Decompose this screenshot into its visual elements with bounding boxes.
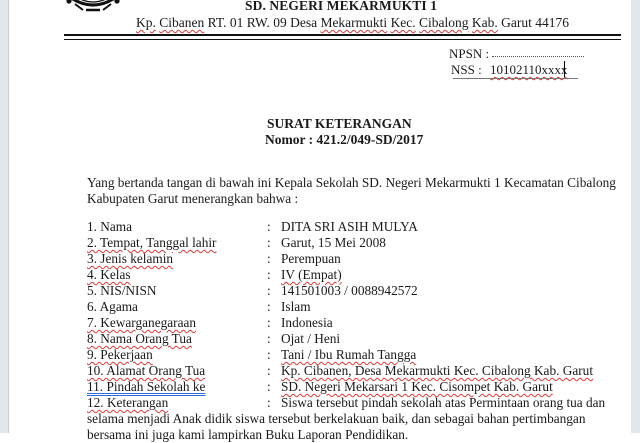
npsn-dotted-line xyxy=(492,56,584,57)
field-row xyxy=(87,315,627,331)
field-colon: : xyxy=(267,219,271,234)
field-label: 4. Kelas xyxy=(87,267,131,282)
field-colon: : xyxy=(267,299,271,314)
school-logo-icon xyxy=(53,0,133,26)
field-row xyxy=(87,379,627,395)
field-colon: : xyxy=(267,283,271,298)
field-colon: : xyxy=(267,331,271,346)
field-row xyxy=(87,251,627,267)
field-row xyxy=(87,347,627,363)
nss-label: NSS : xyxy=(451,62,482,77)
field-row xyxy=(87,267,627,283)
field-value: Tani / Ibu Rumah Tangga xyxy=(281,347,417,362)
field-value: SD. Negeri Mekarsari 1 Kec. Cisompet Kab. Garut xyxy=(281,379,553,394)
field-colon: : xyxy=(267,363,271,378)
field-row xyxy=(87,331,627,347)
letterhead-rule-thin xyxy=(64,39,621,40)
field-value: Islam xyxy=(281,299,311,314)
field-label: 1. Nama xyxy=(87,219,133,234)
field-label: 11. Pindah Sekolah ke xyxy=(87,379,206,394)
field-colon: : xyxy=(267,347,271,362)
field-value: Siswa tersebut pindah sekolah atas Permintaan orang tua dan xyxy=(281,395,606,410)
field-value: Garut, 15 Mei 2008 xyxy=(281,235,386,250)
field-value: 141501003 / 0088942572 xyxy=(281,283,418,298)
field-colon: : xyxy=(267,251,271,266)
field-row xyxy=(87,219,627,235)
left-scroll-gutter xyxy=(0,0,9,433)
field-value: Ojat / Heni xyxy=(281,331,341,346)
field-value: IV (Empat) xyxy=(281,267,342,282)
field-label: 9. Pekerjaan xyxy=(87,347,153,362)
field-row xyxy=(87,363,627,379)
right-scroll-gutter[interactable] xyxy=(630,0,640,433)
intro-line-2: Kabupaten Garut menerangkan bahwa : xyxy=(87,191,299,206)
text-cursor xyxy=(564,61,565,77)
field-row xyxy=(87,299,627,315)
field-colon: : xyxy=(267,267,271,282)
field-row xyxy=(87,395,627,411)
intro-line-1: Yang bertanda tangan di bawah ini Kepala Sekolah SD. Negeri Mekarmukti 1 Kecamatan Cibalong xyxy=(87,175,616,190)
field-label: 10. Alamat Orang Tua xyxy=(87,363,206,378)
letter-number: Nomor : 421.2/049-SD/2017 xyxy=(265,132,424,147)
field-label: 7. Kewarganegaraan xyxy=(87,315,197,330)
field-label: 2. Tempat, Tanggal lahir xyxy=(87,235,217,250)
field-value: Indonesia xyxy=(281,315,333,330)
remark-line-3: bersama ini juga kami lampirkan Buku Laporan Pendidikan. xyxy=(87,427,409,442)
nss-value: 10102110xxxx xyxy=(490,62,568,77)
letter-title: SURAT KETERANGAN xyxy=(267,116,412,131)
field-value: DITA SRI ASIH MULYA xyxy=(281,219,418,234)
school-name: SD. NEGERI MEKARMUKTI 1 xyxy=(245,0,438,13)
npsn-label: NPSN : xyxy=(449,46,490,61)
field-label: 6. Agama xyxy=(87,299,138,314)
field-colon: : xyxy=(267,235,271,250)
field-label: 5. NIS/NISN xyxy=(87,283,157,298)
field-colon: : xyxy=(267,379,271,394)
school-address: Kp. Cibanen RT. 01 RW. 09 Desa Mekarmukti Kec. Cibalong Kab. Garut 44176 xyxy=(136,15,570,30)
nss-underline xyxy=(453,78,578,79)
field-colon: : xyxy=(267,315,271,330)
field-label: 3. Jenis kelamin xyxy=(87,251,174,266)
field-row xyxy=(87,235,627,251)
document-page[interactable] xyxy=(9,0,631,442)
field-colon: : xyxy=(267,395,271,410)
field-label: 8. Nama Orang Tua xyxy=(87,331,192,346)
letterhead-rule-thick xyxy=(64,34,621,36)
field-label: 12. Keterangan xyxy=(87,395,169,410)
field-value: Perempuan xyxy=(281,251,341,266)
field-value: Kp. Cibanen, Desa Mekarmukti Kec. Cibalong Kab. Garut xyxy=(281,363,594,378)
field-row xyxy=(87,283,627,299)
remark-line-2: selama menjadi Anak didik siswa tersebut berkelakuan baik, dan sebagai bahan pertimbangan xyxy=(87,411,586,426)
